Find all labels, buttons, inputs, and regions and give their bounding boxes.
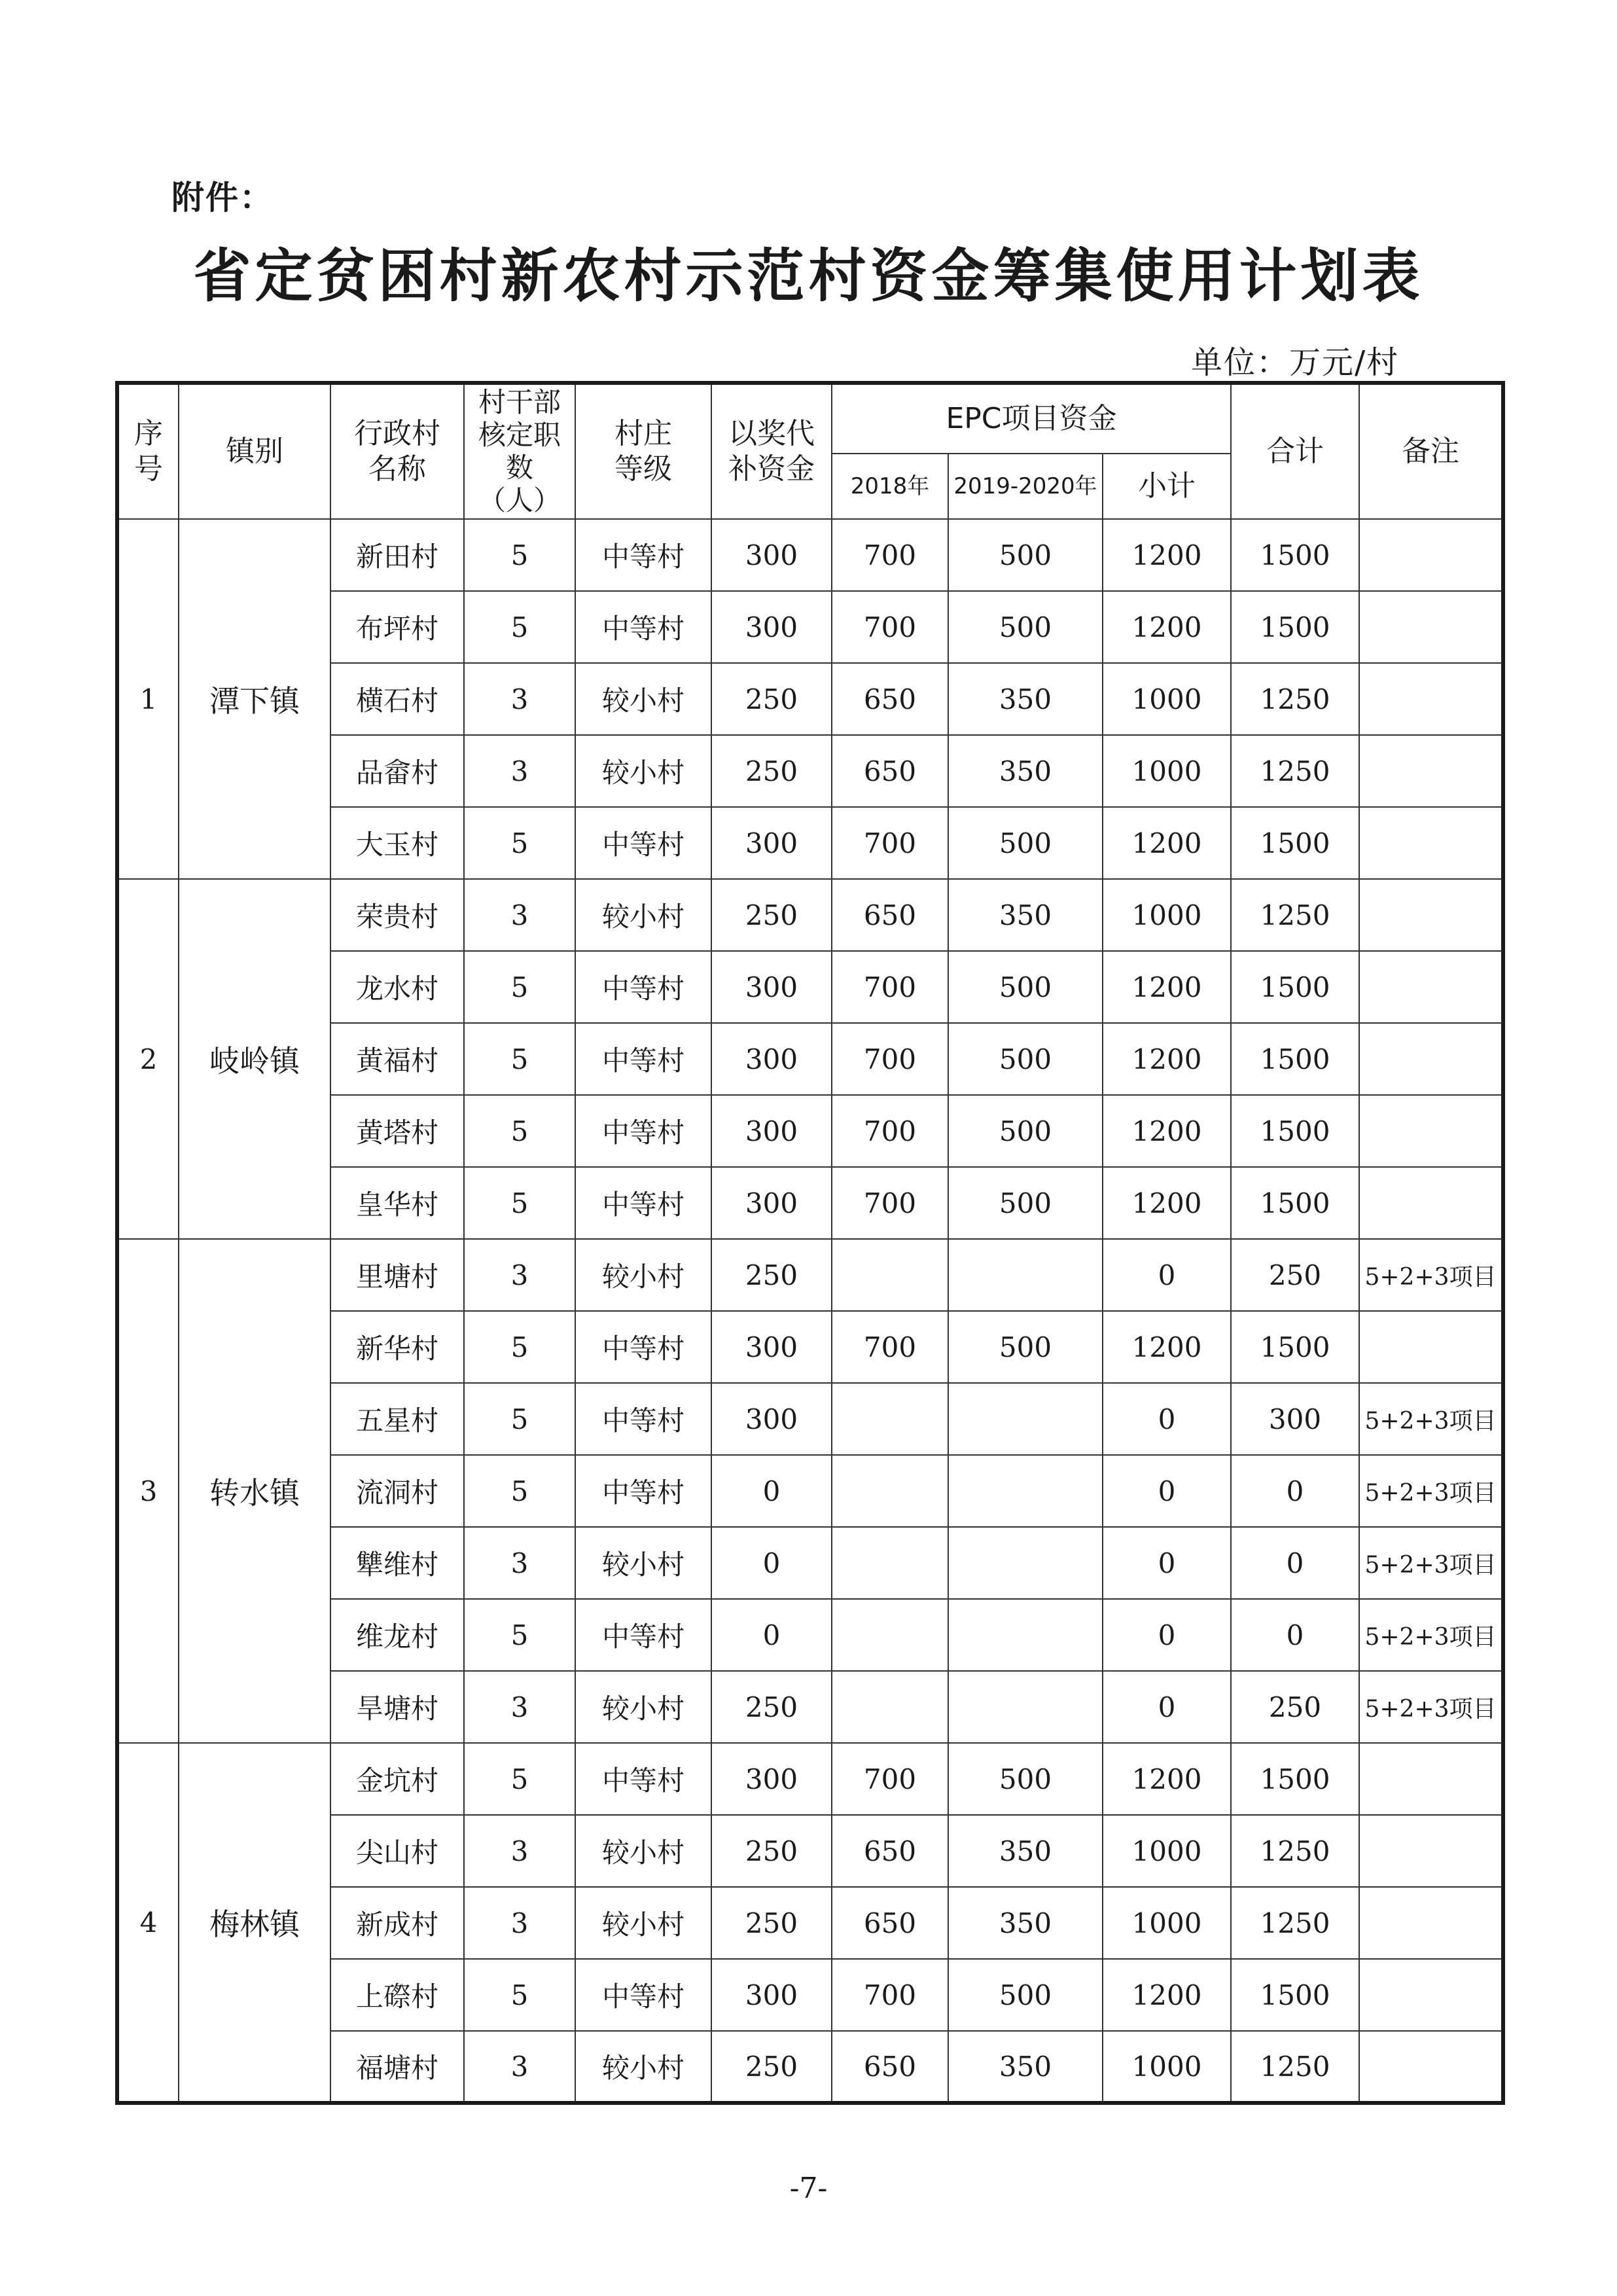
epc-2018-cell	[832, 1455, 948, 1527]
epc-subtotal-cell: 1200	[1103, 951, 1231, 1023]
epc-2018-cell: 650	[832, 1887, 948, 1959]
subsidy-cell: 300	[711, 1311, 832, 1383]
epc-2018-cell: 700	[832, 1095, 948, 1167]
unit-label: 单位：万元/村	[1191, 344, 1400, 381]
epc-subtotal-cell: 0	[1103, 1527, 1231, 1599]
header-epc: EPC项目资金	[832, 383, 1231, 454]
table-header	[117, 383, 1503, 519]
village-cell: 荣贵村	[330, 879, 464, 951]
grade-cell: 中等村	[575, 1743, 711, 1815]
epc-2018-cell	[832, 1239, 948, 1311]
epc-2018-cell: 700	[832, 807, 948, 879]
epc-2018-cell: 700	[832, 1311, 948, 1383]
village-cell: 里塘村	[330, 1239, 464, 1311]
epc-subtotal-cell: 1200	[1103, 519, 1231, 591]
staff-cell: 3	[464, 735, 575, 807]
subsidy-cell: 300	[711, 1743, 832, 1815]
staff-cell: 5	[464, 1743, 575, 1815]
epc-2018-cell: 700	[832, 1959, 948, 2031]
subsidy-cell: 250	[711, 1671, 832, 1743]
subsidy-cell: 300	[711, 1167, 832, 1239]
epc-2018-cell: 650	[832, 663, 948, 735]
town-cell: 潭下镇	[179, 519, 330, 879]
note-cell	[1359, 1023, 1503, 1095]
funding-plan-table	[115, 381, 1505, 2105]
grade-cell: 中等村	[575, 1959, 711, 2031]
subsidy-cell: 300	[711, 951, 832, 1023]
epc-2019-2020-cell: 350	[948, 1887, 1103, 1959]
header-2018: 2018年	[832, 454, 948, 519]
table-row	[117, 879, 1503, 951]
total-cell: 1500	[1231, 1959, 1359, 2031]
epc-2019-2020-cell	[948, 1527, 1103, 1599]
epc-2018-cell	[832, 1671, 948, 1743]
epc-subtotal-cell: 1200	[1103, 1095, 1231, 1167]
grade-cell: 中等村	[575, 807, 711, 879]
grade-cell: 中等村	[575, 1167, 711, 1239]
note-cell	[1359, 879, 1503, 951]
village-cell: 皇华村	[330, 1167, 464, 1239]
document-title: 省定贫困村新农村示范村资金筹集使用计划表	[193, 242, 1424, 310]
village-cell: 新华村	[330, 1311, 464, 1383]
note-cell	[1359, 951, 1503, 1023]
staff-cell: 3	[464, 879, 575, 951]
epc-subtotal-cell: 1000	[1103, 879, 1231, 951]
staff-cell: 5	[464, 591, 575, 663]
total-cell: 1250	[1231, 2031, 1359, 2103]
total-cell: 300	[1231, 1383, 1359, 1455]
epc-subtotal-cell: 1000	[1103, 735, 1231, 807]
village-cell: 新田村	[330, 519, 464, 591]
village-cell: 品畲村	[330, 735, 464, 807]
total-cell: 1500	[1231, 1023, 1359, 1095]
subsidy-cell: 250	[711, 1887, 832, 1959]
note-cell	[1359, 1167, 1503, 1239]
town-cell: 转水镇	[179, 1239, 330, 1743]
epc-2019-2020-cell: 500	[948, 519, 1103, 591]
epc-2019-2020-cell: 350	[948, 879, 1103, 951]
subsidy-cell: 250	[711, 663, 832, 735]
subsidy-cell: 250	[711, 1239, 832, 1311]
header-seq: 序号	[117, 383, 179, 519]
table-body	[117, 519, 1503, 2103]
header-2019-2020: 2019-2020年	[948, 454, 1103, 519]
grade-cell: 中等村	[575, 1599, 711, 1671]
epc-2019-2020-cell	[948, 1671, 1103, 1743]
total-cell: 1500	[1231, 807, 1359, 879]
village-cell: 维龙村	[330, 1599, 464, 1671]
staff-cell: 5	[464, 1311, 575, 1383]
grade-cell: 较小村	[575, 735, 711, 807]
grade-cell: 较小村	[575, 1239, 711, 1311]
note-cell	[1359, 807, 1503, 879]
epc-2019-2020-cell	[948, 1599, 1103, 1671]
staff-cell: 5	[464, 1095, 575, 1167]
staff-cell: 3	[464, 663, 575, 735]
total-cell: 1500	[1231, 591, 1359, 663]
epc-2019-2020-cell: 500	[948, 1311, 1103, 1383]
grade-cell: 较小村	[575, 1887, 711, 1959]
town-cell: 梅林镇	[179, 1743, 330, 2103]
epc-2018-cell: 700	[832, 591, 948, 663]
table-row	[117, 1743, 1503, 1815]
epc-subtotal-cell: 1000	[1103, 2031, 1231, 2103]
epc-subtotal-cell: 1200	[1103, 1167, 1231, 1239]
grade-cell: 中等村	[575, 1023, 711, 1095]
epc-2019-2020-cell: 500	[948, 1959, 1103, 2031]
epc-2018-cell: 650	[832, 879, 948, 951]
epc-2019-2020-cell	[948, 1239, 1103, 1311]
staff-cell: 3	[464, 1671, 575, 1743]
village-cell: 黄福村	[330, 1023, 464, 1095]
subsidy-cell: 0	[711, 1527, 832, 1599]
grade-cell: 较小村	[575, 1671, 711, 1743]
epc-2019-2020-cell: 500	[948, 1743, 1103, 1815]
staff-cell: 3	[464, 1527, 575, 1599]
total-cell: 1500	[1231, 1167, 1359, 1239]
subsidy-cell: 250	[711, 1815, 832, 1887]
village-cell: 上磜村	[330, 1959, 464, 2031]
total-cell: 1500	[1231, 1311, 1359, 1383]
subsidy-cell: 300	[711, 591, 832, 663]
epc-subtotal-cell: 0	[1103, 1599, 1231, 1671]
epc-2018-cell: 650	[832, 735, 948, 807]
epc-subtotal-cell: 0	[1103, 1671, 1231, 1743]
village-cell: 大玉村	[330, 807, 464, 879]
total-cell: 1250	[1231, 1887, 1359, 1959]
subsidy-cell: 250	[711, 735, 832, 807]
total-cell: 250	[1231, 1239, 1359, 1311]
note-cell: 5+2+3项目	[1359, 1599, 1503, 1671]
epc-2019-2020-cell: 350	[948, 1815, 1103, 1887]
village-cell: 新成村	[330, 1887, 464, 1959]
note-cell	[1359, 1095, 1503, 1167]
total-cell: 0	[1231, 1527, 1359, 1599]
note-cell: 5+2+3项目	[1359, 1527, 1503, 1599]
header-village: 行政村名称	[330, 383, 464, 519]
header-total: 合计	[1231, 383, 1359, 519]
subsidy-cell: 300	[711, 807, 832, 879]
subsidy-cell: 300	[711, 1383, 832, 1455]
epc-2018-cell: 700	[832, 1743, 948, 1815]
seq-cell: 4	[117, 1743, 179, 2103]
epc-2019-2020-cell: 500	[948, 807, 1103, 879]
epc-subtotal-cell: 0	[1103, 1239, 1231, 1311]
seq-cell: 1	[117, 519, 179, 879]
epc-2018-cell: 700	[832, 1167, 948, 1239]
staff-cell: 5	[464, 1959, 575, 2031]
grade-cell: 中等村	[575, 519, 711, 591]
epc-2019-2020-cell: 500	[948, 1167, 1103, 1239]
grade-cell: 中等村	[575, 591, 711, 663]
subsidy-cell: 300	[711, 1959, 832, 2031]
note-cell: 5+2+3项目	[1359, 1455, 1503, 1527]
attachment-label: 附件：	[171, 179, 274, 217]
epc-subtotal-cell: 1000	[1103, 1887, 1231, 1959]
epc-2018-cell: 650	[832, 1815, 948, 1887]
note-cell	[1359, 1887, 1503, 1959]
seq-cell: 3	[117, 1239, 179, 1743]
header-note: 备注	[1359, 383, 1503, 519]
note-cell	[1359, 2031, 1503, 2103]
epc-2018-cell	[832, 1383, 948, 1455]
staff-cell: 5	[464, 1167, 575, 1239]
staff-cell: 5	[464, 1599, 575, 1671]
epc-subtotal-cell: 0	[1103, 1455, 1231, 1527]
note-cell	[1359, 1815, 1503, 1887]
header-subsidy: 以奖代补资金	[711, 383, 832, 519]
staff-cell: 5	[464, 1383, 575, 1455]
village-cell: 流洞村	[330, 1455, 464, 1527]
seq-cell: 2	[117, 879, 179, 1239]
grade-cell: 中等村	[575, 1383, 711, 1455]
epc-2019-2020-cell: 500	[948, 1023, 1103, 1095]
total-cell: 1500	[1231, 1095, 1359, 1167]
staff-cell: 3	[464, 1815, 575, 1887]
epc-subtotal-cell: 1200	[1103, 1743, 1231, 1815]
table-row	[117, 519, 1503, 591]
total-cell: 1500	[1231, 519, 1359, 591]
epc-subtotal-cell: 1200	[1103, 1311, 1231, 1383]
epc-2018-cell: 700	[832, 519, 948, 591]
village-cell: 五星村	[330, 1383, 464, 1455]
village-cell: 福塘村	[330, 2031, 464, 2103]
header-grade: 村庄等级	[575, 383, 711, 519]
header-town: 镇别	[179, 383, 330, 519]
grade-cell: 较小村	[575, 879, 711, 951]
total-cell: 1250	[1231, 663, 1359, 735]
header-subtotal: 小计	[1103, 454, 1231, 519]
epc-subtotal-cell: 1200	[1103, 1023, 1231, 1095]
grade-cell: 中等村	[575, 1311, 711, 1383]
note-cell	[1359, 1743, 1503, 1815]
epc-subtotal-cell: 1200	[1103, 1959, 1231, 2031]
village-cell: 布坪村	[330, 591, 464, 663]
staff-cell: 5	[464, 1023, 575, 1095]
note-cell	[1359, 519, 1503, 591]
staff-cell: 5	[464, 807, 575, 879]
epc-2019-2020-cell: 500	[948, 591, 1103, 663]
staff-cell: 5	[464, 951, 575, 1023]
subsidy-cell: 0	[711, 1599, 832, 1671]
total-cell: 250	[1231, 1671, 1359, 1743]
total-cell: 1250	[1231, 735, 1359, 807]
header-staff: 村干部核定职数（人）	[464, 383, 575, 519]
grade-cell: 较小村	[575, 1815, 711, 1887]
staff-cell: 5	[464, 1455, 575, 1527]
staff-cell: 3	[464, 2031, 575, 2103]
note-cell	[1359, 591, 1503, 663]
table-row	[117, 1239, 1503, 1311]
note-cell	[1359, 1311, 1503, 1383]
grade-cell: 较小村	[575, 1527, 711, 1599]
village-cell: 金坑村	[330, 1743, 464, 1815]
grade-cell: 中等村	[575, 1095, 711, 1167]
total-cell: 1500	[1231, 1743, 1359, 1815]
epc-2019-2020-cell: 350	[948, 663, 1103, 735]
subsidy-cell: 300	[711, 1023, 832, 1095]
epc-subtotal-cell: 1200	[1103, 591, 1231, 663]
staff-cell: 3	[464, 1887, 575, 1959]
staff-cell: 3	[464, 1239, 575, 1311]
note-cell	[1359, 735, 1503, 807]
epc-2018-cell	[832, 1599, 948, 1671]
page-number: -7-	[789, 2172, 828, 2205]
village-cell: 横石村	[330, 663, 464, 735]
grade-cell: 中等村	[575, 1455, 711, 1527]
epc-2018-cell: 650	[832, 2031, 948, 2103]
village-cell: 旱塘村	[330, 1671, 464, 1743]
village-cell: 尖山村	[330, 1815, 464, 1887]
total-cell: 1500	[1231, 951, 1359, 1023]
subsidy-cell: 0	[711, 1455, 832, 1527]
grade-cell: 较小村	[575, 663, 711, 735]
epc-2019-2020-cell: 350	[948, 2031, 1103, 2103]
subsidy-cell: 250	[711, 2031, 832, 2103]
epc-subtotal-cell: 1000	[1103, 663, 1231, 735]
subsidy-cell: 300	[711, 1095, 832, 1167]
total-cell: 1250	[1231, 1815, 1359, 1887]
village-cell: 龙水村	[330, 951, 464, 1023]
subsidy-cell: 250	[711, 879, 832, 951]
epc-2018-cell	[832, 1527, 948, 1599]
epc-2019-2020-cell: 350	[948, 735, 1103, 807]
staff-cell: 5	[464, 519, 575, 591]
epc-2019-2020-cell	[948, 1383, 1103, 1455]
total-cell: 0	[1231, 1455, 1359, 1527]
total-cell: 1250	[1231, 879, 1359, 951]
note-cell	[1359, 663, 1503, 735]
village-cell: 黄塔村	[330, 1095, 464, 1167]
epc-subtotal-cell: 0	[1103, 1383, 1231, 1455]
note-cell: 5+2+3项目	[1359, 1383, 1503, 1455]
epc-2018-cell: 700	[832, 951, 948, 1023]
note-cell: 5+2+3项目	[1359, 1239, 1503, 1311]
epc-2019-2020-cell: 500	[948, 951, 1103, 1023]
grade-cell: 中等村	[575, 951, 711, 1023]
town-cell: 岐岭镇	[179, 879, 330, 1239]
epc-subtotal-cell: 1200	[1103, 807, 1231, 879]
epc-2018-cell: 700	[832, 1023, 948, 1095]
grade-cell: 较小村	[575, 2031, 711, 2103]
epc-2019-2020-cell: 500	[948, 1095, 1103, 1167]
note-cell	[1359, 1959, 1503, 2031]
total-cell: 0	[1231, 1599, 1359, 1671]
subsidy-cell: 300	[711, 519, 832, 591]
epc-subtotal-cell: 1000	[1103, 1815, 1231, 1887]
village-cell: 犨维村	[330, 1527, 464, 1599]
note-cell: 5+2+3项目	[1359, 1671, 1503, 1743]
epc-2019-2020-cell	[948, 1455, 1103, 1527]
